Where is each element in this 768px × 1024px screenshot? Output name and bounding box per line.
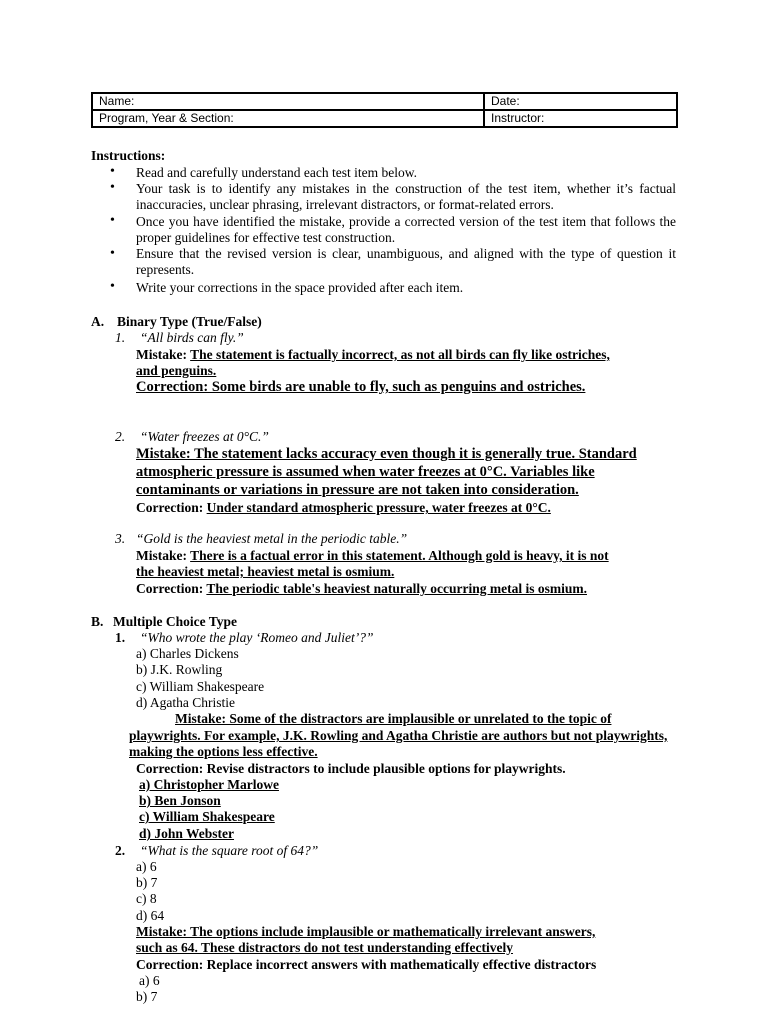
corrected-option: a) Christopher Marlowe — [139, 777, 279, 792]
correction-text: Correction: Revise distractors to include plausible options for playwrights. — [136, 761, 566, 776]
mistake-detail: atmospheric pressure is assumed when water freezes at 0°C. Variables like — [136, 464, 595, 480]
date-field[interactable]: Date: — [484, 93, 677, 110]
correction-label: Correction: — [136, 500, 204, 515]
bullet-icon: • — [110, 213, 115, 228]
item-number: 2. — [115, 843, 126, 858]
mistake-detail: Mistake: Some of the distractors are implausible or unrelated to the topic of — [175, 711, 612, 726]
instruction-bullet: Once you have identified the mistake, provide a corrected version of the test item that follows the proper guidelines for effective test construction. — [136, 214, 676, 245]
correction-text: Correction: Replace incorrect answers with mathematically effective distractors — [136, 957, 597, 972]
mistake-detail: the heaviest metal; heaviest metal is osmium. — [136, 564, 395, 579]
option: a) 6 — [136, 859, 157, 874]
mistake-detail: Mistake: The statement lacks accuracy even though it is generally true. Standard — [136, 446, 637, 462]
option: d) Agatha Christie — [136, 695, 235, 710]
option: b) 7 — [136, 875, 158, 890]
section-a-heading: Binary Type (True/False) — [117, 314, 262, 329]
corrected-option: a) 6 — [139, 973, 160, 988]
question-text: “What is the square root of 64?” — [140, 843, 319, 858]
item-number: 1. — [115, 330, 126, 345]
mistake-label: Mistake: — [136, 347, 187, 362]
mistake-detail: The statement is factually incorrect, as not all birds can fly like ostriches, — [190, 347, 610, 362]
bullet-icon: • — [110, 180, 115, 195]
section-a-letter: A. — [91, 314, 105, 329]
mistake-detail: making the options less effective. — [129, 744, 318, 759]
correction-text: Correction: Some birds are unable to fly, such as penguins and ostriches. — [136, 379, 586, 395]
correction-detail: The periodic table's heaviest naturally occurring metal is osmium. — [206, 581, 587, 596]
correction-text — [136, 500, 551, 516]
option: c) William Shakespeare — [136, 679, 265, 694]
bullet-icon: • — [110, 246, 115, 261]
mistake-detail: contaminants or variations in pressure are not taken into consideration. — [136, 482, 579, 498]
mistake-detail: playwrights. For example, J.K. Rowling and Agatha Christie are authors but not playwrights, — [129, 728, 668, 743]
instructor-field[interactable]: Instructor: — [484, 110, 677, 127]
name-field[interactable]: Name: — [92, 93, 484, 110]
item-number: 2. — [115, 429, 126, 444]
section-b-letter: B. — [91, 614, 104, 629]
correction-text — [136, 581, 587, 597]
instruction-bullet: Write your corrections in the space provided after each item. — [136, 280, 464, 295]
student-info-table — [91, 92, 678, 128]
mistake-detail: and penguins. — [136, 363, 217, 378]
corrected-option: c) William Shakespeare — [139, 809, 275, 824]
mistake-detail: Mistake: The options include implausible or mathematically irrelevant answers, — [136, 924, 596, 939]
option: c) 8 — [136, 891, 157, 906]
section-b-heading: Multiple Choice Type — [113, 614, 237, 629]
option: d) 64 — [136, 908, 165, 923]
instruction-bullet: Your task is to identify any mistakes in the construction of the test item, whether it’s factual inaccuracies, unclear phrasing, irrelevant distractors, or format-related errors. — [136, 181, 676, 212]
item-number: 1. — [115, 630, 126, 645]
bullet-icon: • — [110, 279, 115, 294]
question-text: “Gold is the heaviest metal in the periodic table.” — [136, 531, 408, 546]
bullet-icon: • — [110, 164, 115, 179]
correction-detail: Under standard atmospheric pressure, water freezes at 0°C. — [206, 500, 551, 515]
instruction-bullet: Read and carefully understand each test item below. — [136, 165, 418, 180]
mistake-text — [136, 347, 610, 363]
option: b) J.K. Rowling — [136, 662, 223, 677]
mistake-text — [136, 548, 609, 564]
correction-label: Correction: — [136, 581, 204, 596]
item-number: 3. — [115, 531, 126, 546]
mistake-detail: There is a factual error in this statement. Although gold is heavy, it is not — [190, 548, 609, 563]
mistake-label: Mistake: — [136, 548, 187, 563]
instructions-title: Instructions: — [91, 148, 166, 163]
option: a) Charles Dickens — [136, 646, 239, 661]
question-text: “All birds can fly.” — [140, 330, 244, 345]
corrected-option: b) Ben Jonson — [139, 793, 221, 808]
corrected-option: d) John Webster — [139, 826, 235, 841]
program-field[interactable]: Program, Year & Section: — [92, 110, 484, 127]
corrected-option: b) 7 — [136, 989, 158, 1004]
question-text: “Water freezes at 0°C.” — [140, 429, 269, 444]
mistake-detail: such as 64. These distractors do not test understanding effectively — [136, 940, 513, 955]
question-text: “Who wrote the play ‘Romeo and Juliet’?” — [140, 630, 374, 645]
instruction-bullet: Ensure that the revised version is clear, unambiguous, and aligned with the type of question it represents. — [136, 246, 676, 277]
